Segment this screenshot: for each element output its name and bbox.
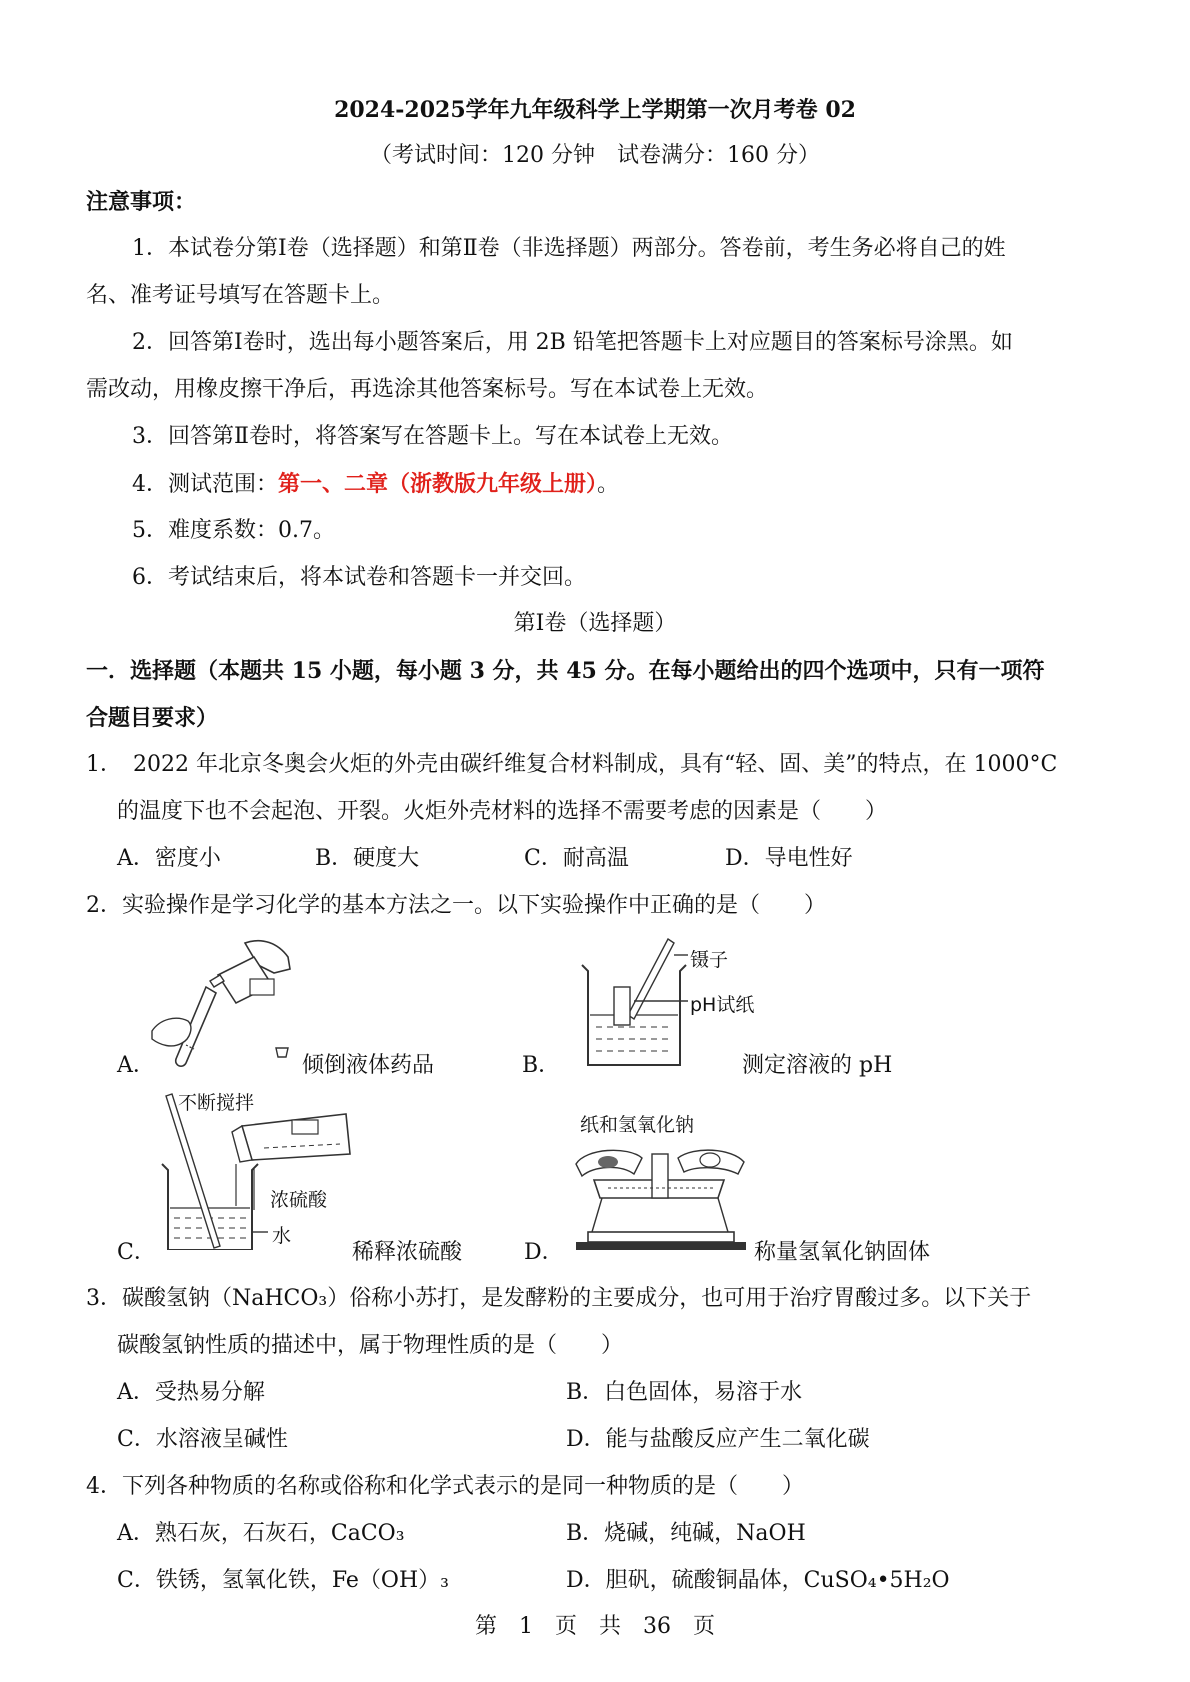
q4-option-c: C．铁锈，氢氧化铁，Fe（OH）₃ [117, 1568, 449, 1593]
exam-title: 2024-2025学年九年级科学上学期第一次月考卷 02 [334, 97, 856, 123]
label-keep-stirring: 不断搅拌 [178, 1092, 255, 1114]
q2-option-a-letter: A． [117, 1053, 155, 1078]
q2-stem: 2．实验操作是学习化学的基本方法之一。以下实验操作中正确的是（ ） [86, 893, 826, 918]
section-heading-line2: 合题目要求） [86, 705, 219, 731]
label-conc-sulfuric-acid: 浓硫酸 [270, 1189, 328, 1211]
notice-item-1-line1: 1．本试卷分第Ⅰ卷（选择题）和第Ⅱ卷（非选择题）两部分。答卷前，考生务必将自己的姓 [132, 236, 1006, 261]
q3-option-d: D．能与盐酸反应产生二氧化碳 [566, 1427, 870, 1452]
label-paper-and-naoh: 纸和氢氧化钠 [580, 1114, 695, 1136]
q2-option-c-text: 稀释浓硫酸 [352, 1240, 463, 1265]
q1-option-b: B．硬度大 [315, 846, 420, 871]
q2-option-b-letter: B． [522, 1053, 561, 1078]
q1-stem-line2: 的温度下也不会起泡、开裂。火炬外壳材料的选择不需要考虑的因素是（ ） [117, 799, 888, 824]
q2-option-c-letter: C． [117, 1240, 156, 1265]
notice-item-1-line2: 名、准考证号填写在答题卡上。 [86, 283, 395, 308]
page-footer: 第 1 页 共 36 页 [475, 1614, 715, 1639]
q3-option-a: A．受热易分解 [117, 1380, 265, 1405]
q4-option-d: D．胆矾，硫酸铜晶体，CuSO₄•5H₂O [566, 1568, 950, 1593]
notice-item-4-suffix: 。 [597, 472, 620, 497]
volume-title: 第Ⅰ卷（选择题） [513, 611, 677, 636]
q3-stem-line2: 碳酸氢钠性质的描述中，属于物理性质的是（ ） [117, 1333, 624, 1358]
figure-weigh-naoh [572, 1140, 750, 1254]
q2-option-d-letter: D． [524, 1240, 564, 1265]
notice-item-6: 6．考试结束后，将本试卷和答题卡一并交回。 [132, 565, 586, 590]
notice-item-2-line2: 需改动，用橡皮擦干净后，再选涂其他答案标号。写在本试卷上无效。 [86, 377, 769, 402]
q1-option-a: A．密度小 [117, 846, 221, 871]
q3-option-b: B．白色固体，易溶于水 [566, 1380, 803, 1405]
q2-option-a-text: 倾倒液体药品 [302, 1053, 435, 1078]
notice-item-2-line1: 2．回答第Ⅰ卷时，选出每小题答案后，用 2B 铅笔把答题卡上对应题目的答案标号涂黑。如 [132, 330, 1013, 355]
label-water: 水 [272, 1225, 292, 1247]
q1-stem-line1: 1． 2022 年北京冬奥会火炬的外壳由碳纤维复合材料制成，具有“轻、固、美”的特点，在 1000°C [86, 752, 1058, 777]
test-range: 第一、二章（浙教版九年级上册） [278, 471, 598, 497]
notice-item-3: 3．回答第Ⅱ卷时，将答案写在答题卡上。写在本试卷上无效。 [132, 424, 733, 449]
q3-stem-line1: 3．碳酸氢钠（NaHCO₃）俗称小苏打，是发酵粉的主要成分，也可用于治疗胃酸过多。以下关于 [86, 1286, 1032, 1311]
q4-stem: 4．下列各种物质的名称或俗称和化学式表示的是同一种物质的是（ ） [86, 1474, 804, 1499]
q2-option-b-text: 测定溶液的 pH [742, 1053, 893, 1078]
q1-option-d: D．导电性好 [725, 846, 853, 871]
q1-option-c: C．耐高温 [524, 846, 629, 871]
q3-option-c: C．水溶液呈碱性 [117, 1427, 288, 1452]
bottle-stopper-icon [274, 1046, 290, 1060]
q2-option-d-text: 称量氢氧化钠固体 [754, 1240, 931, 1265]
exam-subtitle: （考试时间：120 分钟 试卷满分：160 分） [370, 143, 820, 168]
label-tweezers: 镊子 [690, 949, 729, 971]
q4-option-b: B．烧碱，纯碱，NaOH [566, 1521, 806, 1546]
label-ph-paper: pH试纸 [690, 994, 755, 1016]
notice-heading: 注意事项： [86, 189, 197, 215]
notice-item-4 [132, 469, 619, 500]
q4-option-a: A．熟石灰，石灰石，CaCO₃ [117, 1521, 405, 1546]
section-heading-line1: 一．选择题（本题共 15 小题，每小题 3 分，共 45 分。在每小题给出的四个选项中，只有一项符 [86, 658, 1045, 684]
notice-item-4-prefix: 4．测试范围： [132, 472, 278, 497]
notice-item-5: 5．难度系数：0.7。 [132, 518, 335, 543]
